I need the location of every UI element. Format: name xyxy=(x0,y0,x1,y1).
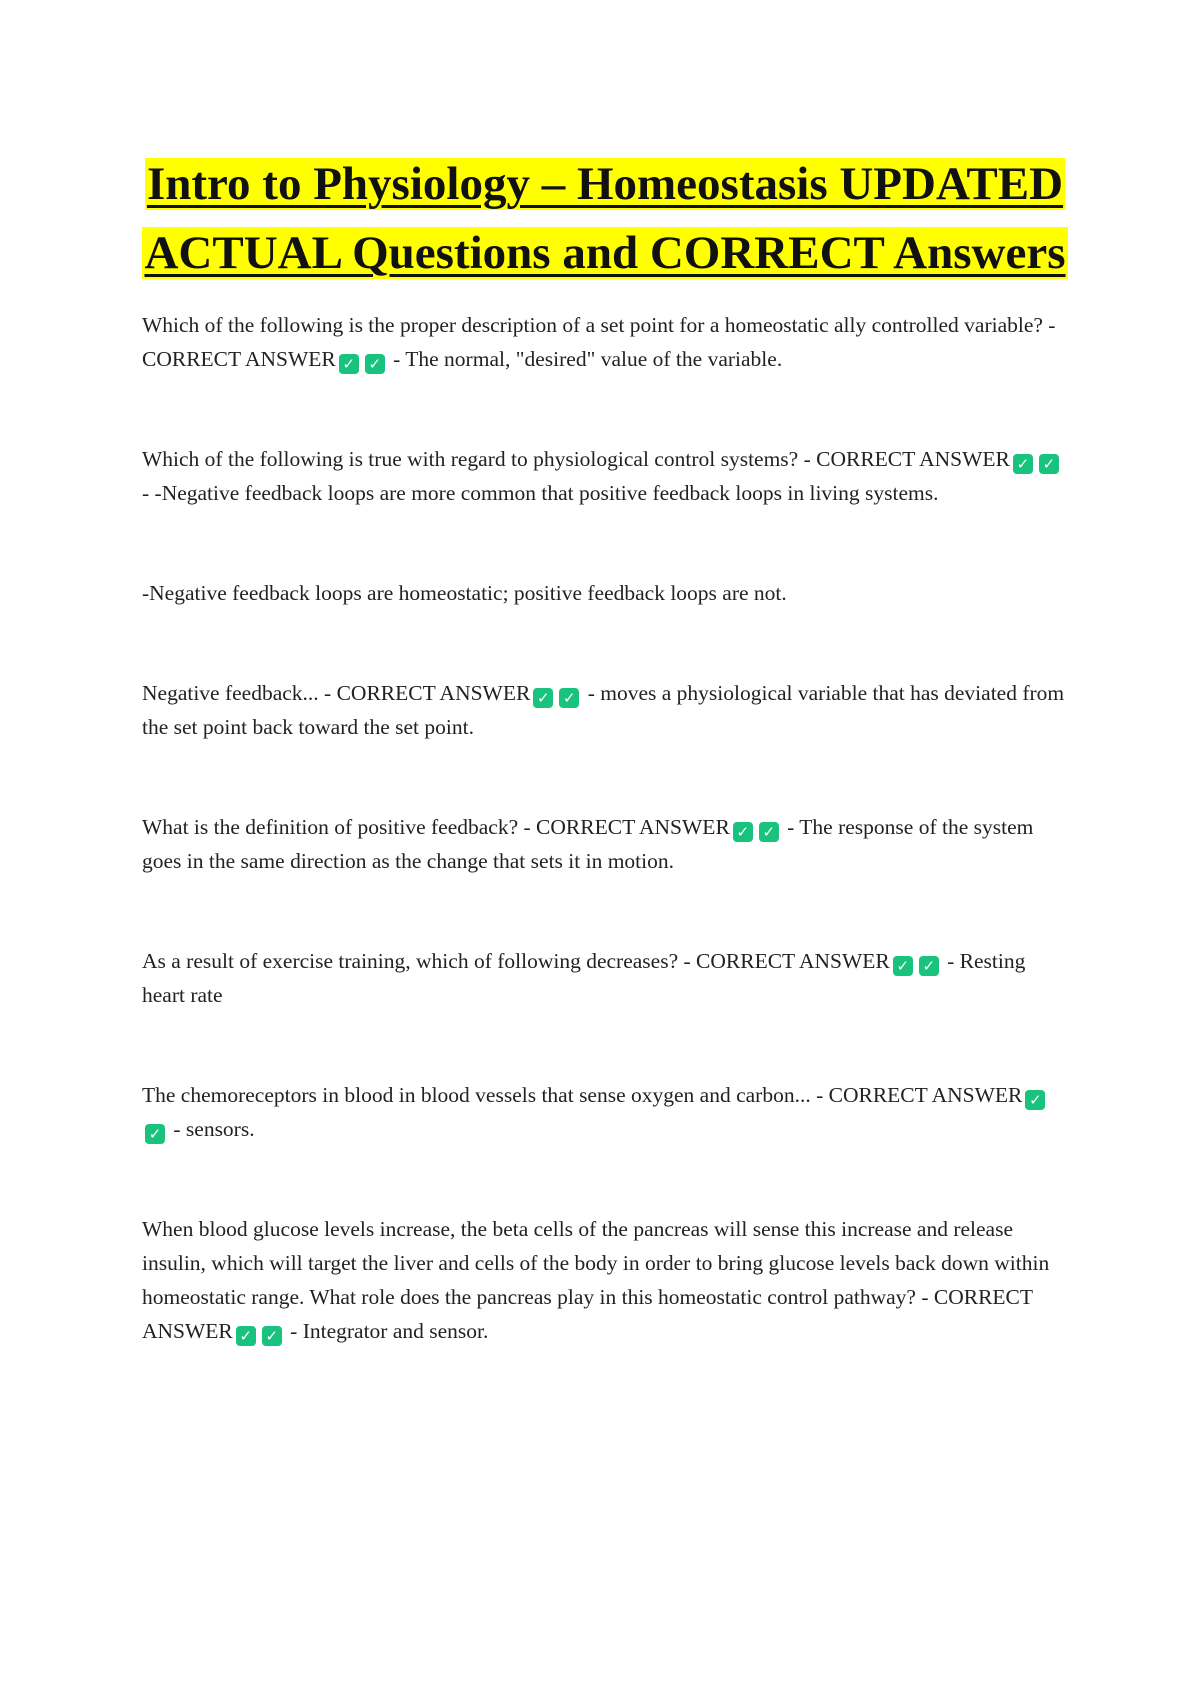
qa-item-6 xyxy=(142,944,1068,1012)
question-text: The chemoreceptors in blood in blood vessels that sense oxygen and carbon... - xyxy=(142,1083,829,1107)
qa-item-5 xyxy=(142,810,1068,878)
question-text: As a result of exercise training, which of following decreases? - xyxy=(142,949,697,973)
check-icon: ✓ xyxy=(262,1326,282,1346)
answer-marker: CORRECT ANSWER xyxy=(696,949,890,973)
answer-marker: CORRECT ANSWER xyxy=(336,681,531,705)
qa-item-2 xyxy=(142,442,1068,510)
qa-item-3 xyxy=(142,576,1068,610)
answer-text: - sensors. xyxy=(168,1117,255,1141)
question-text: Which of the following is the proper description of a set point for a homeostatic ally controlled variable? - xyxy=(142,313,1056,337)
document-title-text: Intro to Physiology – Homeostasis UPDATED ACTUAL Questions and CORRECT Answers xyxy=(144,158,1066,279)
answer-text: - Resting heart rate xyxy=(142,949,1026,1007)
answer-text: - The response of the system goes in the same direction as the change that sets it in motion. xyxy=(142,815,1034,873)
check-icon: ✓ xyxy=(733,822,753,842)
answer-marker: CORRECT ANSWER xyxy=(816,447,1010,471)
check-icon: ✓ xyxy=(1039,454,1059,474)
check-icon: ✓ xyxy=(236,1326,256,1346)
qa-item-4 xyxy=(142,676,1068,744)
answer-text: - -Negative feedback loops are more common that positive feedback loops in living systems. xyxy=(142,481,939,505)
check-icon: ✓ xyxy=(339,354,359,374)
check-icon: ✓ xyxy=(759,822,779,842)
answer-text: - moves a physiological variable that has deviated from the set point back toward the set point. xyxy=(142,681,1065,739)
check-icon: ✓ xyxy=(365,354,385,374)
answer-text: - Integrator and sensor. xyxy=(284,1319,489,1343)
check-icon: ✓ xyxy=(533,688,553,708)
plain-text: -Negative feedback loops are homeostatic; positive feedback loops are not. xyxy=(142,581,787,605)
qa-item-1 xyxy=(142,308,1068,376)
check-icon: ✓ xyxy=(559,688,579,708)
question-text: What is the definition of positive feedback? - xyxy=(142,815,537,839)
question-text: Which of the following is true with regard to physiological control systems? - xyxy=(142,447,817,471)
answer-marker: CORRECT ANSWER xyxy=(142,1285,1033,1343)
document-title xyxy=(142,150,1068,288)
check-icon: ✓ xyxy=(919,956,939,976)
question-text: When blood glucose levels increase, the beta cells of the pancreas will sense this increase and release insulin, which will target the liver and cells of the body in order to bring glucose levels back down within homeostatic range. What role does the pancreas play in this homeostatic control pathway? - xyxy=(142,1217,1050,1309)
check-icon: ✓ xyxy=(1025,1090,1045,1110)
answer-marker: CORRECT ANSWER xyxy=(828,1083,1023,1107)
check-icon: ✓ xyxy=(145,1124,165,1144)
document-page xyxy=(142,150,1068,1414)
qa-item-7 xyxy=(142,1078,1068,1146)
answer-marker: CORRECT ANSWER xyxy=(142,347,336,371)
check-icon: ✓ xyxy=(1013,454,1033,474)
qa-item-8 xyxy=(142,1212,1068,1348)
answer-text: - The normal, "desired" value of the variable. xyxy=(387,347,783,371)
answer-marker: CORRECT ANSWER xyxy=(536,815,730,839)
question-text: Negative feedback... - xyxy=(142,681,337,705)
check-icon: ✓ xyxy=(893,956,913,976)
